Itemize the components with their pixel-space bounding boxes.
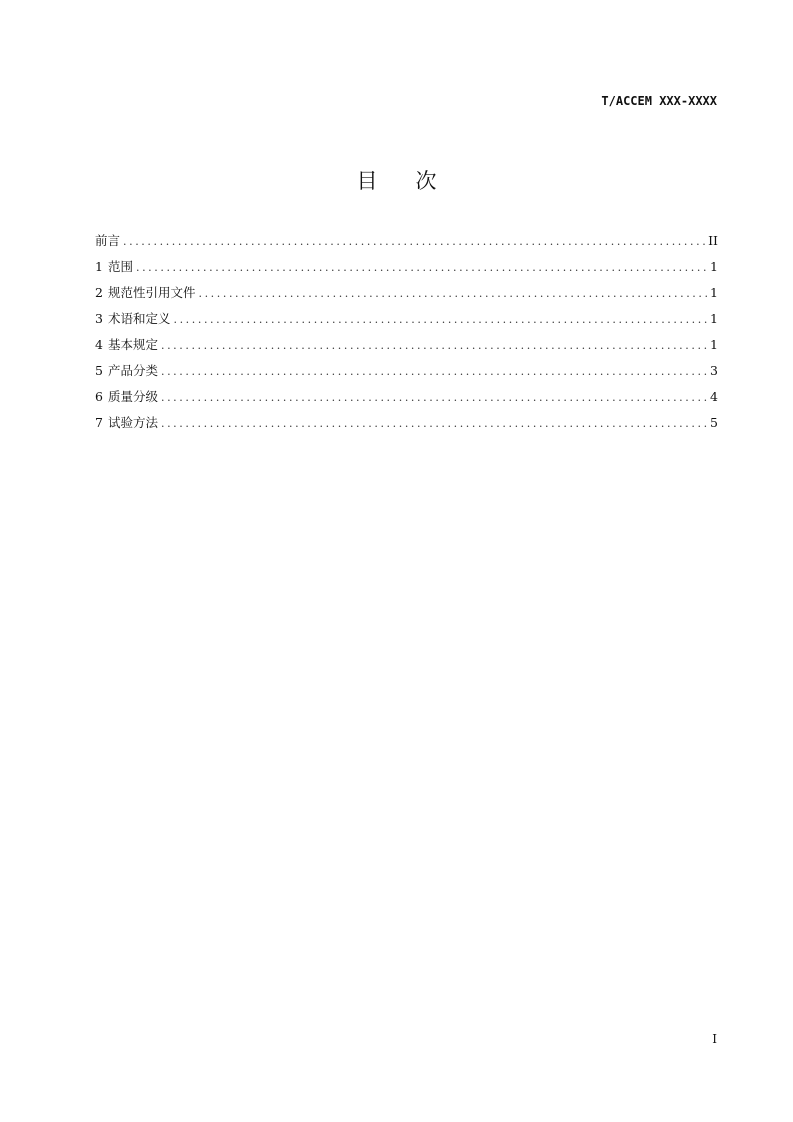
toc-entry-test-methods[interactable] <box>95 414 718 440</box>
toc-entry-page: 1 <box>710 337 718 352</box>
toc-entry-quality-grading[interactable] <box>95 388 718 414</box>
toc-entry-label: 4 基本规定 <box>95 337 158 352</box>
page-number: I <box>712 1032 717 1046</box>
toc-dot-leader <box>198 285 707 303</box>
toc-entry-terms-definitions[interactable] <box>95 310 718 336</box>
toc-entry-page: 4 <box>710 389 718 404</box>
toc-entry-product-classification[interactable] <box>95 362 718 388</box>
toc-entry-page: 3 <box>710 363 718 378</box>
toc-entry-label: 前言 <box>95 233 121 248</box>
toc-entry-page: II <box>708 233 718 248</box>
toc-entry-page: 1 <box>710 285 718 300</box>
toc-entry-normative-references[interactable] <box>95 284 718 310</box>
toc-entry-label: 6 质量分级 <box>95 389 158 404</box>
toc-entry-foreword[interactable] <box>95 232 718 258</box>
table-of-contents <box>95 232 718 440</box>
toc-entry-label: 3 术语和定义 <box>95 311 171 326</box>
toc-dot-leader <box>173 311 707 329</box>
toc-entry-label: 5 产品分类 <box>95 363 158 378</box>
toc-dot-leader <box>161 389 707 407</box>
toc-dot-leader <box>161 337 707 355</box>
toc-entry-basic-provisions[interactable] <box>95 336 718 362</box>
page-title: 目次 <box>356 169 475 193</box>
toc-dot-leader <box>123 233 705 251</box>
toc-entry-scope[interactable] <box>95 258 718 284</box>
toc-entry-label: 7 试验方法 <box>95 415 158 430</box>
toc-dot-leader <box>136 259 707 277</box>
toc-entry-label: 2 规范性引用文件 <box>95 285 196 300</box>
toc-entry-label: 1 范围 <box>95 259 133 274</box>
document-code: T/ACCEM XXX-XXXX <box>601 94 717 108</box>
toc-entry-page: 1 <box>710 311 718 326</box>
toc-entry-page: 1 <box>710 259 718 274</box>
toc-entry-page: 5 <box>710 415 718 430</box>
toc-dot-leader <box>161 363 707 381</box>
toc-dot-leader <box>161 415 707 433</box>
